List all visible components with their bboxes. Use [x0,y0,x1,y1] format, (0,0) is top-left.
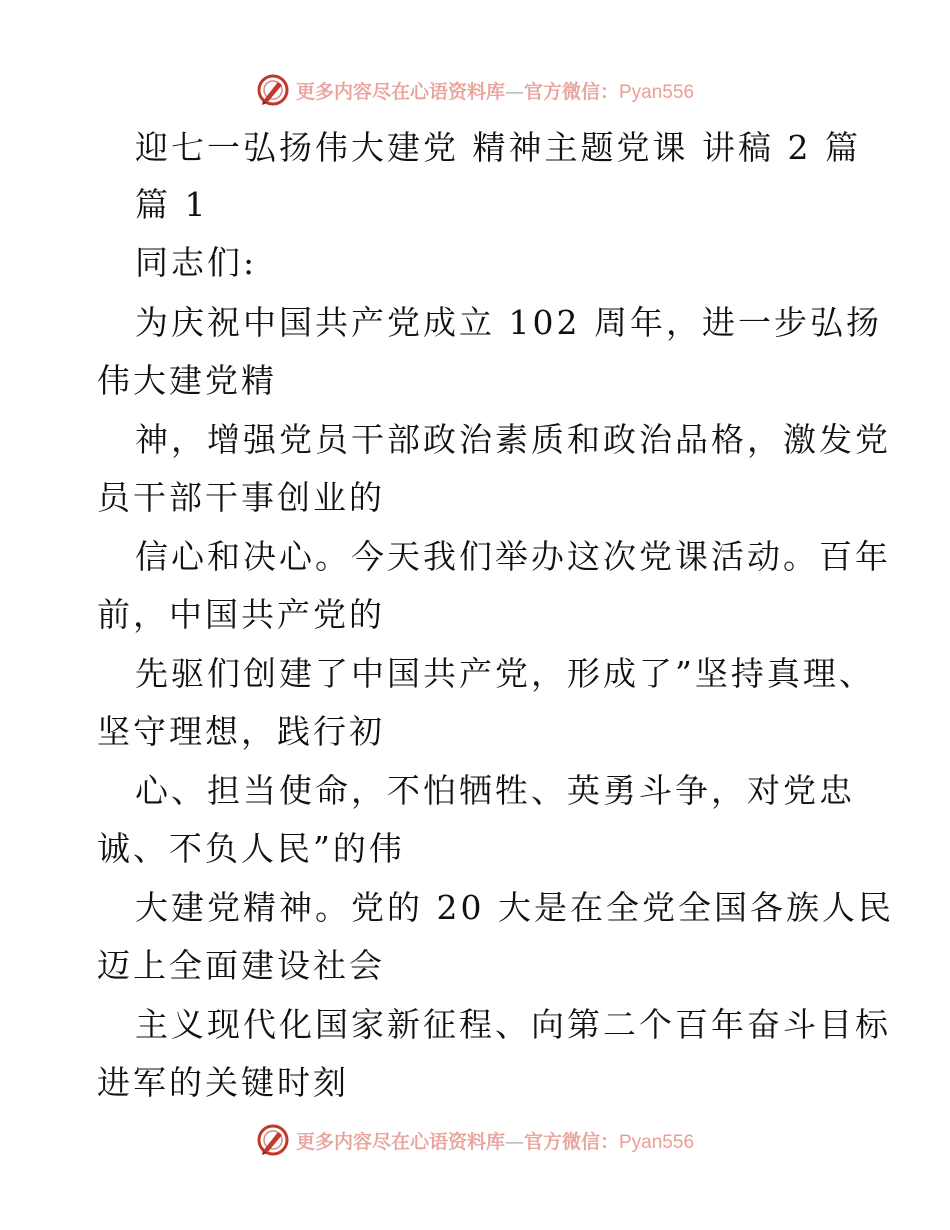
banner-separator: — [504,80,524,103]
body-line: 伟大建党精 [97,361,277,400]
document-title: 迎七一弘扬伟大建党 精神主题党课 讲稿 2 篇 [135,128,861,167]
banner-official-label: 官方微信： [523,1130,619,1153]
body-line: 进军的关键时刻 [97,1063,349,1102]
banner-separator: — [504,1130,524,1153]
banner-wechat-id: Pyan556 [619,81,695,103]
body-line: 心、担当使命，不怕牺牲、英勇斗争，对党忠 [135,771,855,810]
body-line: 前，中国共产党的 [97,595,385,634]
footer-banner [0,1120,950,1160]
body-line: 为庆祝中国共产党成立 102 周年，进一步弘扬 [135,303,882,342]
banner-official-label: 官方微信： [523,80,619,103]
pen-logo-icon [256,1123,290,1157]
body-line: 神，增强党员干部政治素质和政治品格，激发党 [135,420,891,459]
body-line: 先驱们创建了中国共产党，形成了”坚持真理、 [135,654,875,693]
banner-text [296,77,694,104]
body-line: 诚、不负人民”的伟 [97,829,405,868]
body-line: 信心和决心。今天我们举办这次党课活动。百年 [135,537,891,576]
greeting: 同志们: [135,243,258,282]
banner-text [296,1127,694,1154]
body-line: 迈上全面建设社会 [97,946,385,985]
body-line: 坚守理想，践行初 [97,712,385,751]
section-heading: 篇 1 [135,185,209,224]
banner-wechat-id: Pyan556 [619,1131,695,1153]
body-line: 大建党精神。党的 20 大是在全党全国各族人民 [135,888,894,927]
pen-logo-icon [256,73,290,107]
banner-main-text: 更多内容尽在心语资料库 [295,80,505,103]
body-line: 员干部干事创业的 [97,478,385,517]
banner-main-text: 更多内容尽在心语资料库 [295,1130,505,1153]
header-banner [0,70,950,110]
body-line: 主义现代化国家新征程、向第二个百年奋斗目标 [135,1005,891,1044]
